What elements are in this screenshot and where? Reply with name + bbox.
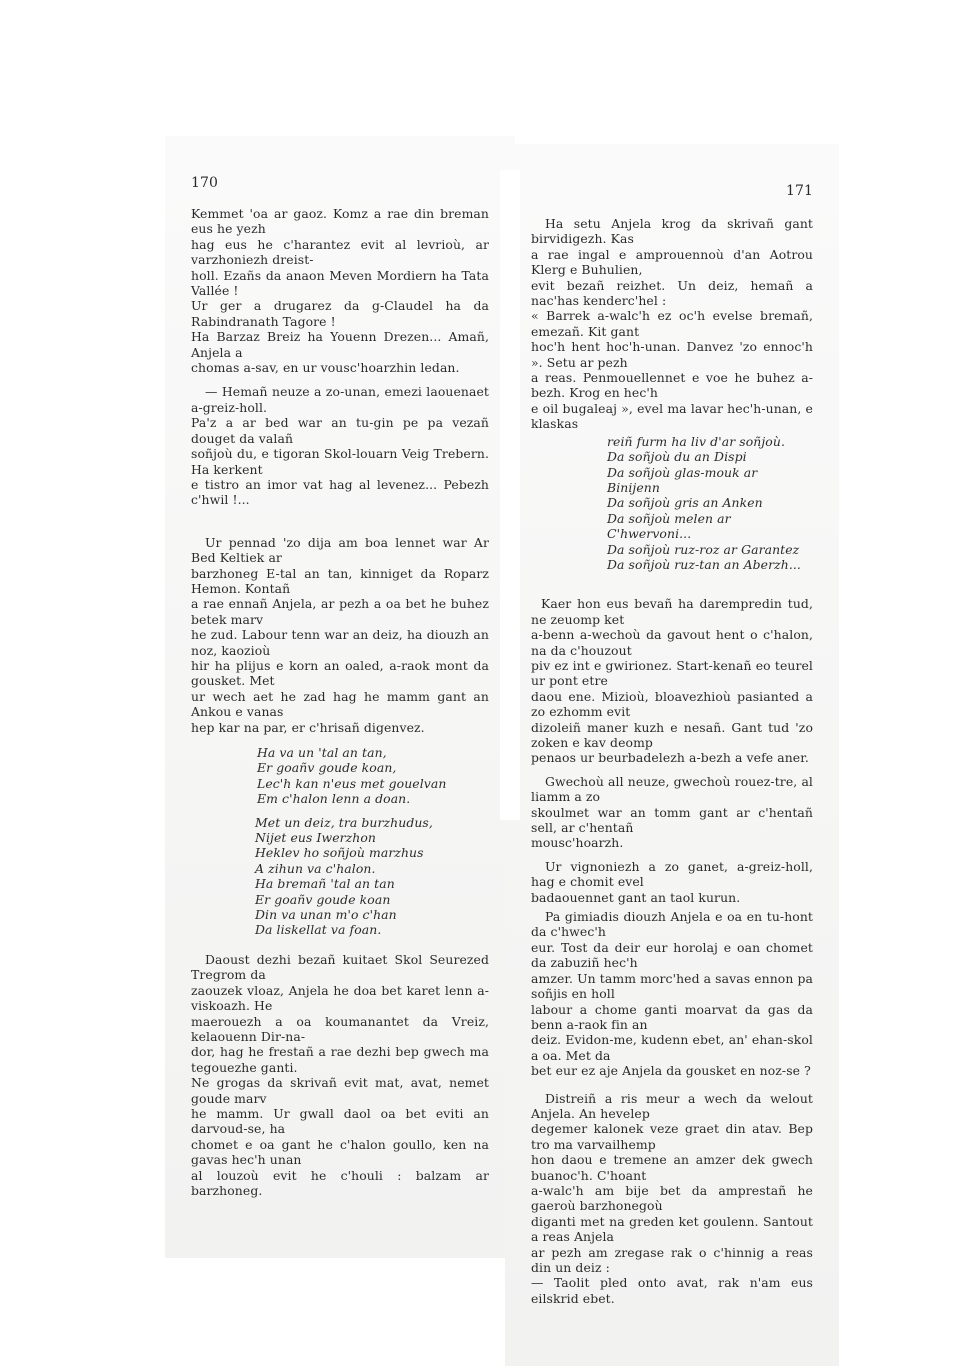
text-line: a-walc'h am bije bet da amprestañ he gaeroù barzhonegoù — [531, 1182, 813, 1214]
text-line: Gwechoù all neuze, gwechoù rouez-tre, al liamm a zo — [531, 773, 813, 805]
text-line: hon daou e tremene an amzer dek gwech buanoc'h. C'hoant — [531, 1152, 813, 1183]
text-line: Ha bremañ 'tal an tan — [255, 876, 395, 892]
right-paragraph-5 — [531, 909, 813, 1078]
text-line: « Barrek a-walc'h ez oc'h evelse bremañ, emezañ. Kit gant — [531, 308, 813, 339]
text-line: Da liskellat va foan. — [255, 922, 382, 938]
text-line: skoulmet war an tomm gant ar c'hentañ sell, ar c'hentañ — [531, 804, 813, 836]
text-line: Er goañv goude koan, — [257, 760, 397, 776]
left-poem-stanza-1 — [257, 745, 489, 807]
page-gutter — [500, 170, 520, 820]
right-paragraph-1 — [531, 216, 813, 432]
left-paragraph-3 — [191, 535, 489, 735]
text-line: Din va unan m'o c'han — [255, 907, 397, 923]
text-line: Da soñjoù ruz-roz ar Garantez — [607, 541, 800, 557]
text-line: Ne grogas da skrivañ evit mat, avat, nemet goude marv — [191, 1075, 489, 1106]
left-paragraph-4 — [191, 952, 489, 1199]
text-line: Ha Barzaz Breiz ha Youenn Drezen... Amañ, Anjela a — [191, 329, 489, 360]
text-line: deiz. Evidon-me, kudenn ebet, an' ehan-skol a oa. Met da — [531, 1032, 813, 1063]
text-line: zaouzek vloaz, Anjela he doa bet karet lenn a-viskoazh. He — [191, 982, 489, 1014]
text-line: — Taolit pled onto avat, rak n'am eus eilskrid ebet. — [531, 1275, 813, 1306]
text-line: amzer. Un tamm morc'hed a savas ennon pa soñjis en holl — [531, 970, 814, 1002]
right-paragraph-3 — [531, 774, 813, 851]
right-paragraph-6 — [531, 1091, 813, 1307]
text-line: ur wech aet he zad hag he mamm gant an Ankou e vanas — [191, 688, 489, 720]
text-line: he mamm. Ur gwall daol oa bet eviti an darvoud-se, ha — [191, 1105, 489, 1137]
text-line: hoc'h hent hoc'h-unan. Danvez 'zo ennoc'h ». Setu ar pezh — [531, 339, 813, 370]
text-line: badaouennet gant an taol kurun. — [531, 889, 741, 905]
text-line: Daoust dezhi bezañ kuitaet Skol Seurezed Tregrom da — [191, 951, 489, 983]
text-line: degemer kalonek veze graet din atav. Bep tro ma varvailhemp — [531, 1121, 813, 1152]
text-line: soñjoù du, e tigoran Skol-louarn Veig Trebern. Ha kerkent — [191, 446, 489, 477]
text-line: ar pezh am zregase rak o c'hinnig a reas din un deiz : — [531, 1244, 813, 1275]
text-line: daou ene. Mizioù, bloavezhioù pasianted a zo ezhomm evit — [531, 688, 813, 720]
text-line: mousc'hoarzh. — [531, 835, 624, 851]
text-line: labour a chome ganti moarvat da gas da benn a-raok fin an — [531, 1001, 813, 1032]
text-line: bet eur ez aje Anjela da gousket en noz-se ? — [531, 1063, 811, 1079]
text-line: Distreiñ a ris meur a wech da welout Anjela. An hevelep — [531, 1090, 813, 1121]
text-line: penaos ur beurbadelezh a-bezh a vefe aner. — [531, 750, 809, 766]
text-line: Ha setu Anjela krog da skrivañ gant birvidigezh. Kas — [531, 216, 813, 247]
text-line: hep kar na par, er c'hrisañ digenvez. — [191, 719, 425, 735]
text-line: a rae ennañ Anjela, ar pezh a oa bet he buhez betek marv — [191, 596, 489, 627]
text-line: hag eus he c'harantez evit al levrioù, ar varzhoniezh dreist- — [191, 236, 489, 268]
text-line: he zud. Labour tenn war an deiz, ha diouzh an noz, kaozioù — [191, 627, 489, 658]
text-line: chomas a-sav, en ur vousc'hoarzhin ledan. — [191, 360, 460, 376]
text-line: a rae ingal e amprouennoù d'an Aotrou Klerg e Buhulien, — [531, 246, 813, 278]
left-paragraph-1 — [191, 206, 489, 375]
text-line: Heklev ho soñjoù marzhus — [255, 845, 424, 861]
text-line: maerouezh a oa koumanantet da Vreiz, kelaouenn Dir-na- — [191, 1013, 489, 1044]
text-line: hir ha plijus e korn an oaled, a-raok mont da gousket. Met — [191, 657, 489, 689]
text-line: diganti met na greden ket goulenn. Santout a reas Anjela — [531, 1213, 813, 1245]
text-line: Kemmet 'oa ar gaoz. Komz a rae din breman eus he yezh — [191, 206, 489, 237]
text-line: reiñ furm ha liv d'ar soñjoù. — [607, 433, 785, 449]
text-line: Ha va un 'tal an tan, — [257, 745, 387, 760]
page-number-right: 171 — [785, 183, 813, 199]
text-line: Ur pennad 'zo dija am boa lennet war Ar Bed Keltiek ar — [191, 534, 489, 566]
text-line: e oil bugaleaj », evel ma lavar hec'h-unan, e klaskas — [531, 400, 813, 432]
left-paragraph-2 — [191, 384, 489, 507]
text-line: piv ez int e gwirionez. Start-kenañ eo teurel ur pont etre — [531, 657, 813, 689]
text-line: Ur vignoniezh a zo ganet, a-greiz-holl, hag e chomit evel — [531, 858, 813, 890]
page-number-left: 170 — [191, 175, 219, 191]
text-line: chomet e oa gant he c'halon goullo, ken na gavas hec'h unan — [191, 1136, 489, 1168]
text-line: Da soñjoù gris an Anken — [607, 495, 763, 511]
text-line: al louzoù evit he c'houli : balzam ar barzhoneg. — [191, 1167, 489, 1198]
text-line: Em c'halon lenn a doan. — [257, 791, 411, 807]
text-line: Met un deiz, tra burzhudus, — [255, 814, 433, 830]
text-line: dor, hag he frestañ a rae dezhi bep gwech ma tegouezhe ganti. — [191, 1044, 489, 1075]
text-line: Pa'z a ar bed war an tu-gin pe pa vezañ douget da valañ — [191, 415, 489, 446]
text-line: Ur ger a drugarez da g-Claudel ha da Rabindranath Tagore ! — [191, 298, 489, 329]
text-line: Da soñjoù glas-mouk ar Binijenn — [607, 464, 758, 495]
right-page — [531, 184, 813, 1306]
text-line: Da soñjoù ruz-tan an Aberzh... — [607, 556, 801, 572]
text-line: Da soñjoù melen ar C'hwervoni... — [607, 510, 731, 542]
text-line: evit bezañ reizhet. Un deiz, hemañ a nac'has kenderc'hel : — [531, 277, 813, 309]
text-line: eur. Tost da deir eur horolaj e oan chomet da zabuziñ hec'h — [531, 939, 813, 971]
right-paragraph-4 — [531, 859, 813, 905]
text-line: Nijet eus Iwerzhon — [255, 830, 377, 846]
text-line: dizoleiñ maner kuzh e nesañ. Gant tud 'zo zoken e kav deomp — [531, 719, 813, 750]
text-line: a-benn a-wechoù da gavout hent o c'halon, na da c'houzout — [531, 627, 813, 658]
text-line: Kaer hon eus bevañ ha darempredin tud, ne zeuomp ket — [531, 596, 813, 627]
text-line: Er goañv goude koan — [255, 891, 391, 907]
right-list-sonjou — [607, 434, 813, 573]
text-line: barzhoneg E-tal an tan, kinniget da Roparz Hemon. Kontañ — [191, 565, 489, 596]
text-line: holl. Ezañs da anaon Meven Mordiern ha Tata Vallée ! — [191, 267, 489, 299]
left-poem-stanza-2 — [255, 815, 489, 938]
text-line: A zihun va c'halon. — [255, 860, 376, 876]
text-line: Da soñjoù du an Dispi — [607, 449, 747, 465]
right-paragraph-2 — [531, 596, 813, 765]
text-line: Lec'h kan n'eus met gouelvan — [257, 775, 447, 791]
text-line: — Hemañ neuze a zo-unan, emezi laouenaet a-greiz-holl. — [191, 384, 489, 415]
text-line: e tistro an imor vat hag al levenez... Pebezh c'hwil !... — [191, 476, 489, 508]
text-line: Pa gimiadis diouzh Anjela e oa en tu-hont da c'hwec'h — [531, 909, 813, 940]
left-page — [191, 176, 489, 1198]
text-line: a reas. Penmouellennet e voe he buhez a-bezh. Krog en hec'h — [531, 370, 813, 401]
